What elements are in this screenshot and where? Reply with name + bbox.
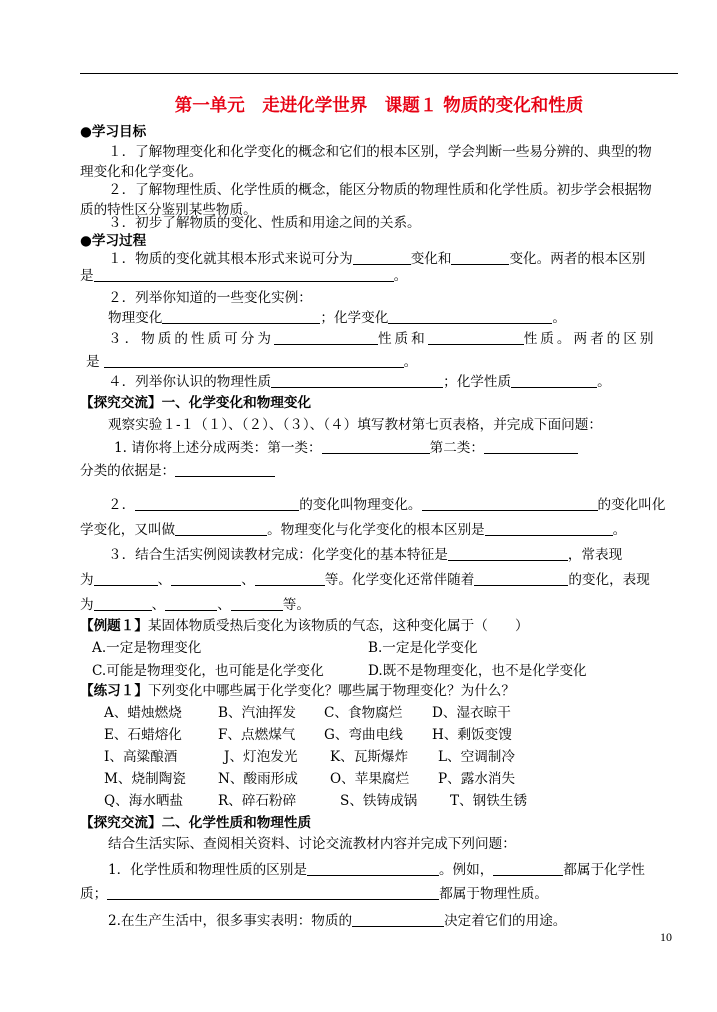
example1-question: 某固体物质受热后变化为该物质的气态，这种变化属于（ ） — [147, 618, 529, 634]
practice1-question: 下列变化中哪些属于化学变化？哪些属于物理变化？为什么？ — [147, 683, 515, 699]
process-heading: ●学习过程 — [80, 233, 147, 249]
explore1-title: 一、化学变化和物理变化 — [161, 395, 312, 411]
answer-blank[interactable] — [175, 522, 267, 536]
q1-text-d: 是 — [80, 268, 94, 284]
example1-tag: 【例题１】 — [80, 618, 148, 634]
answer-blank[interactable] — [474, 572, 568, 586]
q3-text-a: ３．物质的性质可分为 — [108, 331, 274, 347]
answer-blank[interactable] — [165, 597, 217, 611]
answer-blank[interactable] — [307, 862, 439, 876]
goal-1-line-1: １．了解物理变化和化学变化的概念和它们的根本区别，学会判断一些易分辨的、典型的物 — [108, 144, 652, 160]
e1q2-text-e: 。物理变化与化学变化的根本区别是 — [267, 522, 485, 538]
example1-option-a: A.一定是物理变化 — [92, 640, 202, 656]
process-q4 — [108, 374, 611, 390]
q1-text-a: １．物质的变化就其根本形式来说可分为 — [108, 251, 353, 267]
q4-text-b: ；化学性质 — [443, 374, 512, 390]
header-rule — [80, 73, 678, 74]
practice1-item: A、蜡烛燃烧 — [104, 705, 182, 721]
explore1-q1-line-2 — [80, 463, 275, 479]
separator: 、 — [217, 597, 231, 613]
answer-blank[interactable] — [107, 886, 155, 900]
e2q1-text-d: 质； — [80, 886, 108, 902]
q1-text-c: 变化。两者的根本区别 — [509, 251, 646, 267]
explore2-q2 — [108, 913, 566, 929]
answer-blank[interactable] — [422, 497, 598, 511]
goal-1-line-2: 理变化和化学变化。 — [80, 164, 203, 180]
practice1-tag: 【练习１】 — [80, 683, 148, 699]
separator: 、 — [157, 572, 172, 588]
e2q1-text-e: 都属于物理性质。 — [439, 886, 548, 902]
answer-blank[interactable] — [485, 522, 613, 536]
practice1-item: H、剩饭变馊 — [432, 727, 512, 743]
q1-text-b: 变化和 — [410, 251, 452, 267]
practice1-item: D、湿衣晾干 — [432, 705, 511, 721]
process-q2-answers — [108, 310, 566, 326]
e2q2-text-b: 决定着它们的用途。 — [444, 913, 567, 929]
answer-blank[interactable] — [203, 886, 251, 900]
e2q1-text-b: 。例如， — [438, 862, 494, 878]
example1-stem — [80, 618, 529, 634]
practice1-item: E、石蜡熔化 — [104, 727, 182, 743]
practice1-item: L、空调制冷 — [438, 749, 515, 765]
e1q2-text-d: 学变化，又叫做 — [80, 522, 176, 538]
e1q2-text-a: ２． — [108, 497, 136, 513]
e1q2-text-b: 的变化叫物理变化。 — [299, 497, 422, 513]
answer-blank[interactable] — [231, 597, 283, 611]
answer-blank[interactable] — [94, 597, 152, 611]
answer-blank[interactable] — [271, 374, 443, 388]
practice1-item: O、苹果腐烂 — [330, 771, 410, 787]
answer-blank[interactable] — [175, 463, 275, 477]
practice1-item: B、汽油挥发 — [218, 705, 296, 721]
answer-blank[interactable] — [322, 440, 430, 454]
e1q1-text-b: 第二类： — [429, 440, 484, 456]
explore2-tag: 【探究交流】 — [80, 815, 162, 831]
goal-3: ３．初步了解物质的变化、性质和用途之间的关系。 — [108, 215, 421, 231]
e1q3-text-c: 为 — [80, 572, 94, 588]
process-q1-line-1 — [108, 251, 645, 267]
answer-blank[interactable] — [533, 862, 563, 876]
page-title: 第一单元 走进化学世界 课题１ 物质的变化和性质 — [174, 96, 584, 116]
goal-2-line-2: 质的特性区分鉴别某些物质。 — [80, 202, 257, 218]
e1q3-text-e: 的变化，表现 — [568, 572, 650, 588]
explore1-q2-line-2 — [80, 522, 626, 538]
answer-blank[interactable] — [135, 497, 299, 511]
answer-blank[interactable] — [171, 572, 241, 586]
answer-blank[interactable] — [353, 251, 411, 265]
answer-blank[interactable] — [94, 268, 394, 282]
practice1-item: N、酸雨形成 — [218, 771, 298, 787]
e1q3-text-f: 为 — [80, 597, 94, 613]
goal-2-line-1: ２．了解物理性质、化学性质的概念，能区分物质的物理性质和化学性质。初步学会根据物 — [108, 182, 652, 198]
answer-blank[interactable] — [511, 374, 597, 388]
explore1-heading — [80, 395, 311, 411]
explore2-q1-line-1 — [108, 862, 645, 878]
practice1-item: F、点燃煤气 — [218, 727, 296, 743]
e1q1-text-c: 分类的依据是： — [80, 463, 176, 479]
answer-blank[interactable] — [352, 913, 444, 927]
answer-blank[interactable] — [162, 310, 320, 324]
e1q2-text-f: 。 — [612, 522, 627, 538]
answer-blank[interactable] — [155, 886, 203, 900]
answer-blank[interactable] — [493, 862, 533, 876]
explore2-title: 二、化学性质和物理性质 — [161, 815, 312, 831]
practice1-item: K、瓦斯爆炸 — [330, 749, 409, 765]
q2-end: 。 — [552, 310, 566, 326]
explore2-q1-line-2 — [80, 886, 548, 902]
answer-blank[interactable] — [94, 572, 158, 586]
e1q1-text-a: 1. 请你将上述分成两类：第一类： — [114, 440, 322, 456]
example1-option-b: B.一定是化学变化 — [368, 640, 478, 656]
explore1-intro: 观察实验１-１（１）、（２）、（３）、（４）填写教材第七页表格，并完成下面问题： — [108, 417, 602, 433]
answer-blank[interactable] — [395, 886, 439, 900]
q4-text-c: 。 — [597, 374, 611, 390]
explore1-q1-line-1 — [114, 440, 578, 456]
explore2-heading — [80, 815, 311, 831]
q3-text-d: 是 — [86, 354, 100, 370]
practice1-item: T、钢铁生锈 — [450, 793, 528, 809]
e1q3-text-b: ，常表现 — [567, 547, 623, 563]
q2-chemical-label: ；化学变化 — [320, 310, 389, 326]
practice1-item: M、烧制陶瓷 — [104, 771, 186, 787]
explore1-q3-line-2 — [80, 572, 650, 588]
e2q1-text-c: 都属于化学性 — [563, 862, 645, 878]
practice1-item: S、铁铸成锅 — [340, 793, 418, 809]
e2q1-text-a: 1．化学性质和物理性质的区别是 — [108, 862, 307, 878]
e1q3-text-a: ３．结合生活实例阅读教材完成：化学变化的基本特征是 — [108, 547, 448, 563]
example1-option-d: D.既不是物理变化，也不是化学变化 — [368, 663, 587, 679]
answer-blank[interactable] — [451, 251, 509, 265]
answer-blank[interactable] — [104, 354, 404, 368]
answer-blank[interactable] — [255, 572, 325, 586]
explore1-tag: 【探究交流】 — [80, 395, 162, 411]
answer-blank[interactable] — [299, 886, 347, 900]
answer-blank[interactable] — [274, 331, 378, 345]
q3-text-b: 性质和 — [377, 331, 428, 347]
practice1-item: Q、海水晒盐 — [104, 793, 184, 809]
answer-blank[interactable] — [484, 440, 578, 454]
answer-blank[interactable] — [428, 331, 524, 345]
example1-option-c: C.可能是物理变化，也可能是化学变化 — [92, 663, 324, 679]
e1q3-text-g: 等。 — [282, 597, 310, 613]
process-q1-line-2 — [80, 268, 407, 284]
explore1-q2-line-1 — [108, 497, 666, 513]
practice1-item: P、露水消失 — [438, 771, 516, 787]
separator: 、 — [241, 572, 255, 588]
q2-physical-label: 物理变化 — [108, 310, 163, 326]
process-q3-line-2 — [80, 354, 417, 370]
goals-heading: ●学习目标 — [80, 124, 147, 140]
practice1-item: J、灯泡发光 — [224, 749, 298, 765]
answer-blank[interactable] — [347, 886, 395, 900]
practice1-item: I、高粱酿酒 — [104, 749, 178, 765]
explore2-intro: 结合生活实际、查阅相关资料、讨论交流教材内容并完成下列问题： — [108, 836, 516, 852]
q3-text-c: 性质。两者的区别 — [523, 331, 657, 347]
explore1-q3-line-3 — [80, 597, 310, 613]
q4-text-a: ４．列举你认识的物理性质 — [108, 374, 272, 390]
practice1-item: C、食物腐烂 — [324, 705, 403, 721]
answer-blank[interactable] — [388, 310, 552, 324]
practice1-stem — [80, 683, 515, 699]
practice1-item: G、弯曲电线 — [324, 727, 403, 743]
q3-text-e: 。 — [403, 354, 418, 370]
separator: 、 — [151, 597, 166, 613]
q1-text-e: 。 — [393, 268, 408, 284]
process-q3-line-1 — [108, 331, 656, 347]
page-number: 10 — [660, 930, 672, 944]
answer-blank[interactable] — [251, 886, 299, 900]
practice1-item: R、碎石粉碎 — [218, 793, 297, 809]
e1q2-text-c: 的变化叫化 — [597, 497, 666, 513]
explore1-q3-line-1 — [108, 547, 622, 563]
answer-blank[interactable] — [448, 547, 568, 561]
e1q3-text-d: 等。化学变化还常伴随着 — [324, 572, 475, 588]
process-q2: ２．列举你知道的一些变化实例： — [108, 290, 312, 306]
e2q2-text-a: 2.在生产生活中，很多事实表明：物质的 — [108, 913, 353, 929]
